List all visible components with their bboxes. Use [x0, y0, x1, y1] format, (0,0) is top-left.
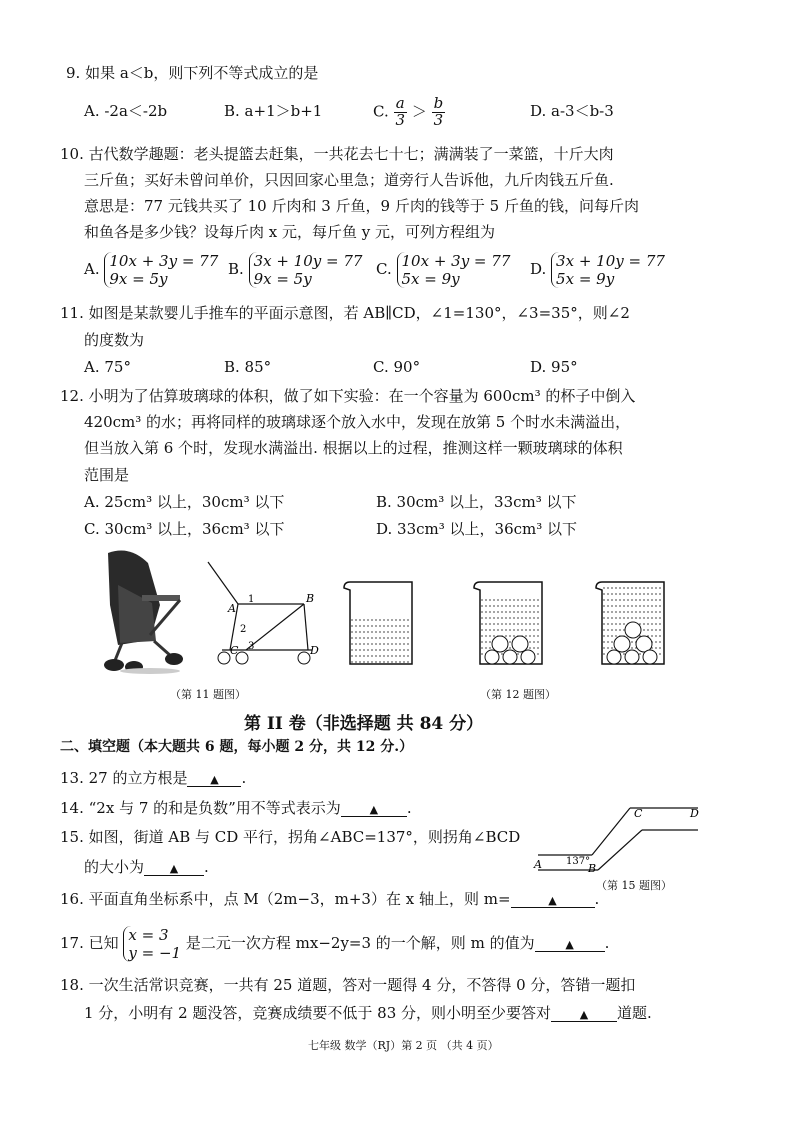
equation-system: 10x + 3y = 77 9x = 5y	[104, 252, 218, 288]
label-c: C	[634, 807, 643, 820]
label-b: B	[306, 592, 315, 605]
q12-line2: 420cm³ 的水；再将同样的玻璃球逐个放入水中，发现在放第 5 个时水未满溢出，	[84, 413, 631, 431]
q10-line3: 意思是：77 元钱共买了 10 斤肉和 3 斤鱼，9 斤肉的钱等于 5 斤鱼的钱，问每斤肉	[84, 197, 639, 215]
q13: 13. 27 的立方根是 ▲ .	[60, 769, 247, 787]
label-angle-1: 1	[248, 594, 255, 605]
q12-option-d: D. 33cm³ 以上，36cm³ 以下	[376, 520, 578, 538]
q12-option-a: A. 25cm³ 以上，30cm³ 以下	[84, 493, 285, 511]
label-d: D	[310, 644, 319, 657]
beaker-six-balls	[592, 580, 672, 670]
page-footer: 七年级 数学（RJ）第 2 页 （共 4 页）	[308, 1039, 499, 1052]
q10-option-d: D. 3x + 10y = 77 5x = 9y	[530, 252, 665, 288]
label-a: A	[228, 602, 236, 615]
q15-line2: 的大小为 ▲ .	[84, 858, 209, 876]
caption-fig12: （第 12 题图）	[480, 688, 556, 701]
q9-option-d: D. a-3＜b-3	[530, 102, 614, 120]
answer-blank: ▲	[551, 1006, 617, 1022]
answer-blank: ▲	[144, 860, 204, 876]
label-angle-3: 3	[248, 641, 255, 652]
answer-blank: ▲	[511, 892, 595, 908]
fraction-b-over-3: $\frac{b}{3}$	[433, 94, 444, 129]
angle-137-label: 137°	[566, 856, 591, 867]
q12-option-b: B. 30cm³ 以上，33cm³ 以下	[376, 493, 577, 511]
q10-option-c: C. 10x + 3y = 77 5x = 9y	[376, 252, 511, 288]
q14: 14. “2x 与 7 的和是负数”用不等式表示为 ▲ .	[60, 799, 412, 817]
q12-line1: 12. 小明为了估算玻璃球的体积，做了如下实验：在一个容量为 600cm³ 的杯子中倒入	[60, 387, 636, 405]
q10-line1: 10. 古代数学趣题：老头提篮去赶集，一共花去七十七；满满装了一菜篮，十斤大肉	[60, 145, 614, 163]
part2-title: 第 II 卷（非选择题 共 84 分）	[244, 714, 484, 734]
q9-option-c	[373, 96, 445, 129]
label-a: A	[534, 858, 542, 871]
equation-system: x = 3 y = −1	[123, 926, 181, 962]
equation-system: 3x + 10y = 77 9x = 5y	[249, 252, 363, 288]
q9-option-c-label: C.	[373, 102, 389, 121]
q10-option-a: A. 10x + 3y = 77 9x = 5y	[84, 252, 219, 288]
q9-relation: ＞	[411, 102, 427, 121]
q10-line2: 三斤鱼；买好未曾问单价，只因回家心里急；道旁行人告诉他，九斤肉钱五斤鱼.	[84, 171, 614, 189]
q18-line2: 1 分，小明有 2 题没答，竞赛成绩要不低于 83 分，则小明至少要答对 ▲ 道题.	[84, 1004, 652, 1022]
q11-option-a: A. 75°	[84, 358, 131, 376]
q17: 17. 已知 x = 3 y = −1 是二元一次方程 mx−2y=3 的一个解，则 m 的值为 ▲ .	[60, 926, 610, 962]
q10-line4: 和鱼各是多少钱？设每斤肉 x 元，每斤鱼 y 元，可列方程组为	[84, 223, 496, 241]
q10-option-b: B. 3x + 10y = 77 9x = 5y	[228, 252, 363, 288]
q11-line2: 的度数为	[84, 331, 145, 349]
q9-option-a: A. -2a＜-2b	[84, 102, 168, 120]
label-d: D	[690, 807, 699, 820]
stroller-photo	[90, 545, 190, 675]
equation-system: 10x + 3y = 77 5x = 9y	[397, 252, 511, 288]
q16: 16. 平面直角坐标系中，点 M（2m−3，m+3）在 x 轴上，则 m= ▲ .	[60, 890, 600, 908]
answer-blank: ▲	[187, 771, 241, 787]
beaker-water	[340, 580, 420, 670]
q18-line1: 18. 一次生活常识竞赛，一共有 25 道题，答对一题得 4 分，不答得 0 分，答错一题扣	[60, 976, 636, 994]
equation-system: 3x + 10y = 77 5x = 9y	[551, 252, 665, 288]
caption-fig11: （第 11 题图）	[170, 688, 246, 701]
beaker-five-balls	[470, 580, 550, 670]
caption-fig15: （第 15 题图）	[596, 879, 672, 892]
q11-option-d: D. 95°	[530, 358, 578, 376]
q12-line3: 但当放入第 6 个时，发现水满溢出. 根据以上的过程，推测这样一颗玻璃球的体积	[84, 439, 623, 457]
q9-option-b: B. a+1＞b+1	[224, 102, 323, 120]
label-b: B	[588, 862, 597, 875]
label-angle-2: 2	[240, 624, 247, 635]
q11-option-b: B. 85°	[224, 358, 272, 376]
street-diagram	[530, 800, 705, 875]
fraction-a-over-3: $\frac{a}{3}$	[395, 94, 406, 129]
q11-option-c: C. 90°	[373, 358, 421, 376]
section-fill-blank: 二、填空题（本大题共 6 题，每小题 2 分，共 12 分.）	[60, 739, 414, 755]
q12-line4: 范围是	[84, 466, 130, 484]
answer-blank: ▲	[341, 801, 407, 817]
q11-line1: 11. 如图是某款婴儿手推车的平面示意图，若 AB∥CD，∠1=130°，∠3=35°，则∠2	[60, 304, 630, 322]
q12-option-c: C. 30cm³ 以上，36cm³ 以下	[84, 520, 285, 538]
q15-line1: 15. 如图，街道 AB 与 CD 平行，拐角∠ABC=137°，则拐角∠BCD	[60, 828, 521, 846]
answer-blank: ▲	[535, 936, 605, 952]
stroller-diagram	[200, 558, 330, 673]
q9-stem: 9. 如果 a＜b，则下列不等式成立的是	[66, 64, 319, 82]
label-c: C	[230, 644, 239, 657]
